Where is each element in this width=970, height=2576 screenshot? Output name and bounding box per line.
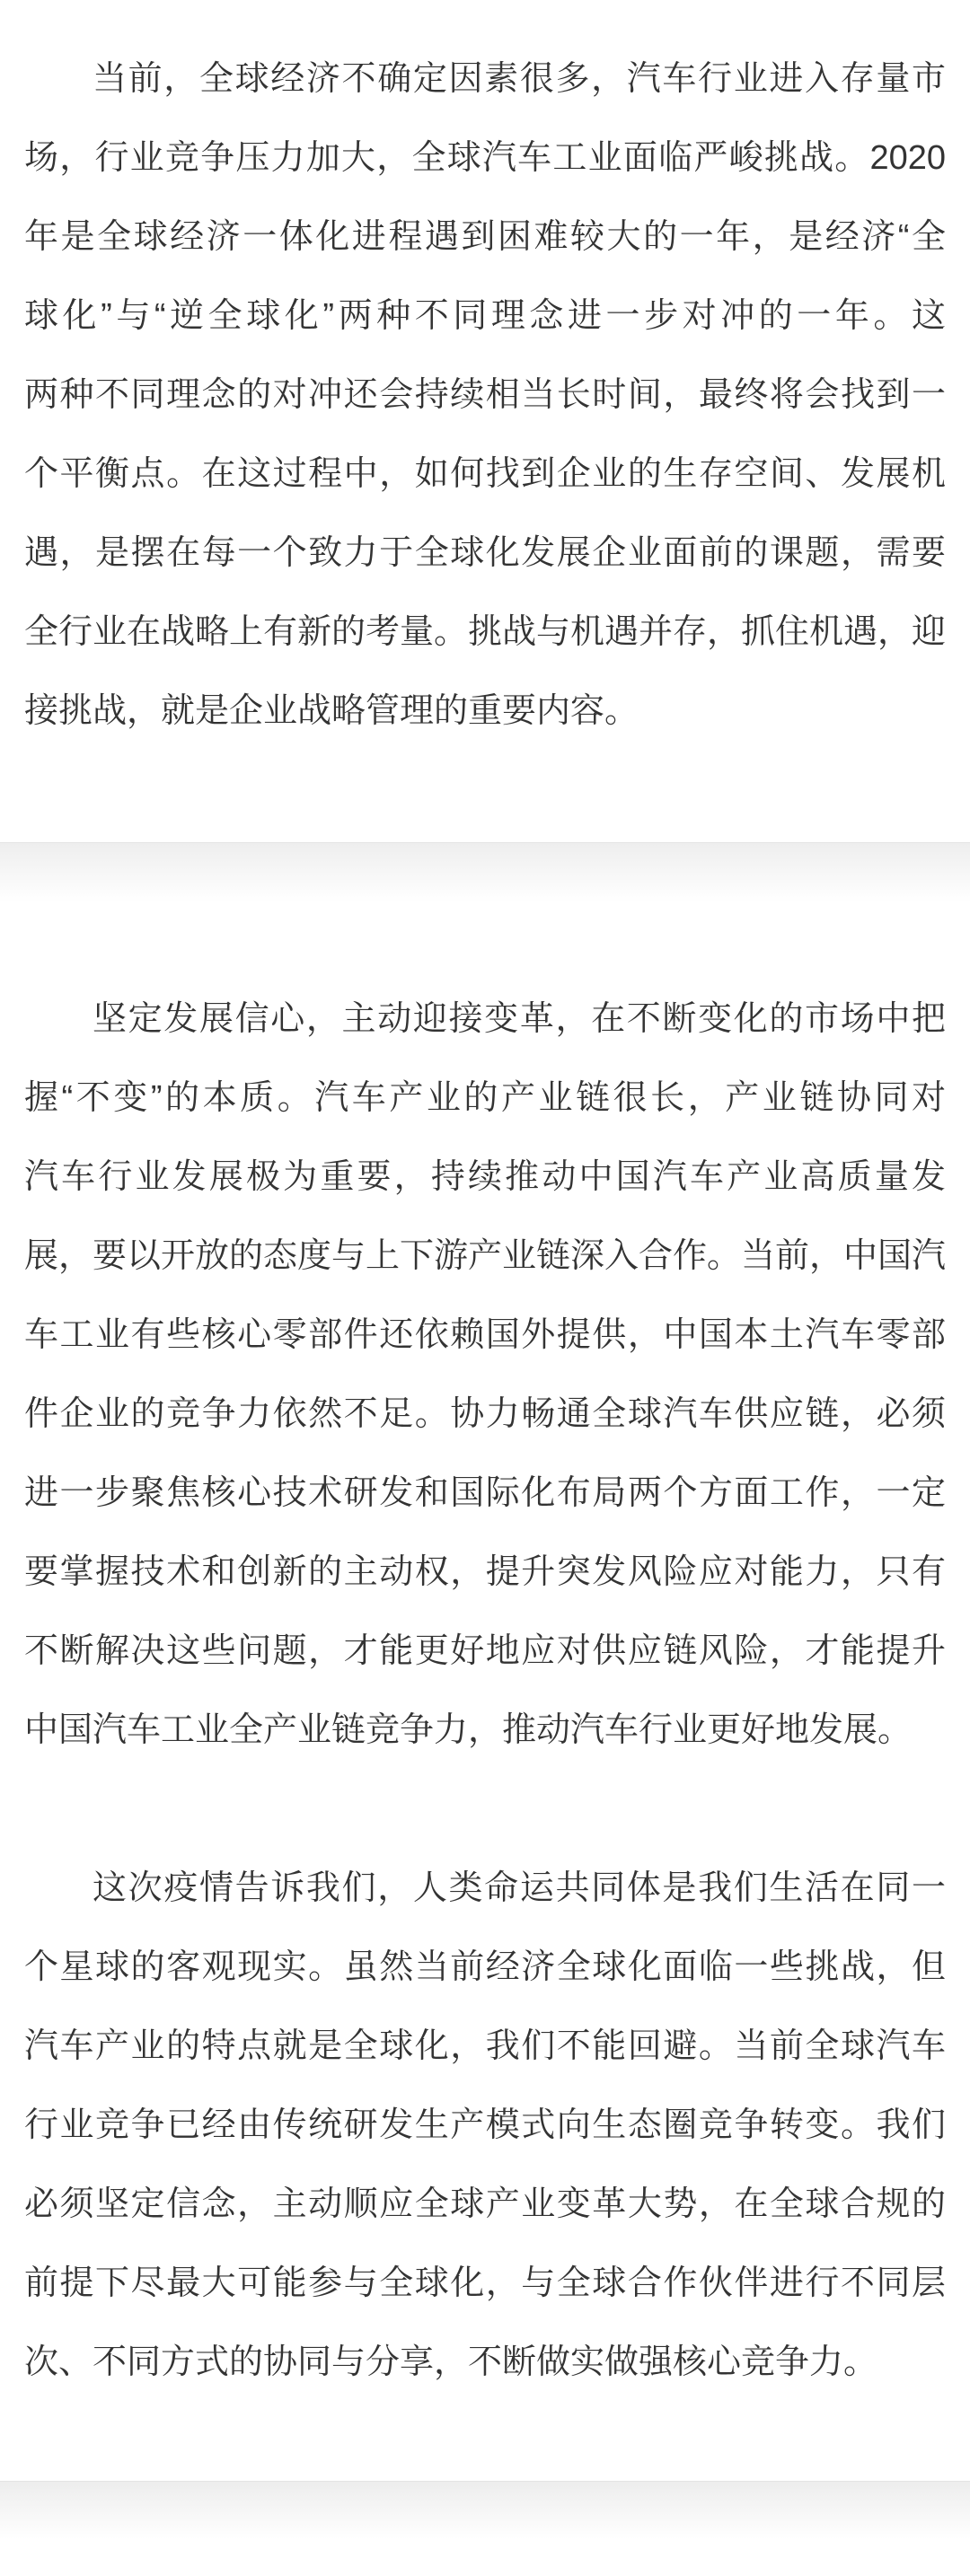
paragraph-3 bbox=[0, 1849, 970, 2402]
text-line: 坚定发展信心，主动迎接变革，在不断变化的市场中把 bbox=[93, 1000, 946, 1038]
text-line: 年是全球经济一体化进程遇到困难较大的一年，是经济“全 bbox=[24, 218, 946, 256]
text-line: 两种不同理念的对冲还会持续相当长时间，最终将会找到一 bbox=[24, 376, 946, 414]
text-line: 当前，全球经济不确定因素很多，汽车行业进入存量市 bbox=[93, 60, 946, 98]
article-page bbox=[0, 40, 970, 2576]
text-line: 遇，是摆在每一个致力于全球化发展企业面前的课题，需要 bbox=[24, 534, 946, 572]
text-line: 个平衡点。在这过程中，如何找到企业的生存空间、发展机 bbox=[24, 455, 946, 493]
text-line: 行业竞争已经由传统研发生产模式向生态圈竞争转变。我们 bbox=[24, 2106, 946, 2144]
text-line: 接挑战，就是企业战略管理的重要内容。 bbox=[24, 692, 639, 730]
text-line: 个星球的客观现实。虽然当前经济全球化面临一些挑战，但 bbox=[24, 1948, 946, 1986]
paragraph-2 bbox=[0, 980, 970, 1770]
text-line: 中国汽车工业全产业链竞争力，推动汽车行业更好地发展。 bbox=[24, 1711, 913, 1749]
text-line: 必须坚定信念，主动顺应全球产业变革大势，在全球合规的 bbox=[24, 2185, 946, 2223]
paragraph-1 bbox=[0, 40, 970, 751]
text-line: 这次疫情告诉我们，人类命运共同体是我们生活在同一 bbox=[93, 1869, 946, 1907]
text-line: 球化”与“逆全球化”两种不同理念进一步对冲的一年。这 bbox=[24, 297, 946, 335]
text-line: 汽车产业的特点就是全球化，我们不能回避。当前全球汽车 bbox=[24, 2027, 946, 2065]
text-line: 前提下尽最大可能参与全球化，与全球合作伙伴进行不同层 bbox=[24, 2264, 946, 2302]
text-line: 不断解决这些问题，才能更好地应对供应链风险，才能提升 bbox=[24, 1632, 946, 1670]
text-line: 次、不同方式的协同与分享，不断做实做强核心竞争力。 bbox=[24, 2343, 878, 2381]
bottom-separator bbox=[0, 2481, 970, 2576]
text-line: 场，行业竞争压力加大，全球汽车工业面临严峻挑战。2020 bbox=[24, 139, 946, 177]
text-line: 展，要以开放的态度与上下游产业链深入合作。当前，中国汽 bbox=[24, 1237, 947, 1275]
text-line: 车工业有些核心零部件还依赖国外提供，中国本土汽车零部 bbox=[24, 1316, 946, 1354]
text-line: 汽车行业发展极为重要，持续推动中国汽车产业高质量发 bbox=[24, 1158, 946, 1196]
text-line: 要掌握技术和创新的主动权，提升突发风险应对能力，只有 bbox=[24, 1553, 946, 1591]
text-line: 件企业的竞争力依然不足。协力畅通全球汽车供应链，必须 bbox=[24, 1395, 946, 1433]
text-line: 握“不变”的本质。汽车产业的产业链很长，产业链协同对 bbox=[24, 1079, 946, 1117]
text-line: 进一步聚焦核心技术研发和国际化布局两个方面工作，一定 bbox=[24, 1474, 946, 1512]
section-separator bbox=[0, 842, 970, 902]
text-line: 全行业在战略上有新的考量。挑战与机遇并存，抓住机遇，迎 bbox=[24, 613, 947, 651]
